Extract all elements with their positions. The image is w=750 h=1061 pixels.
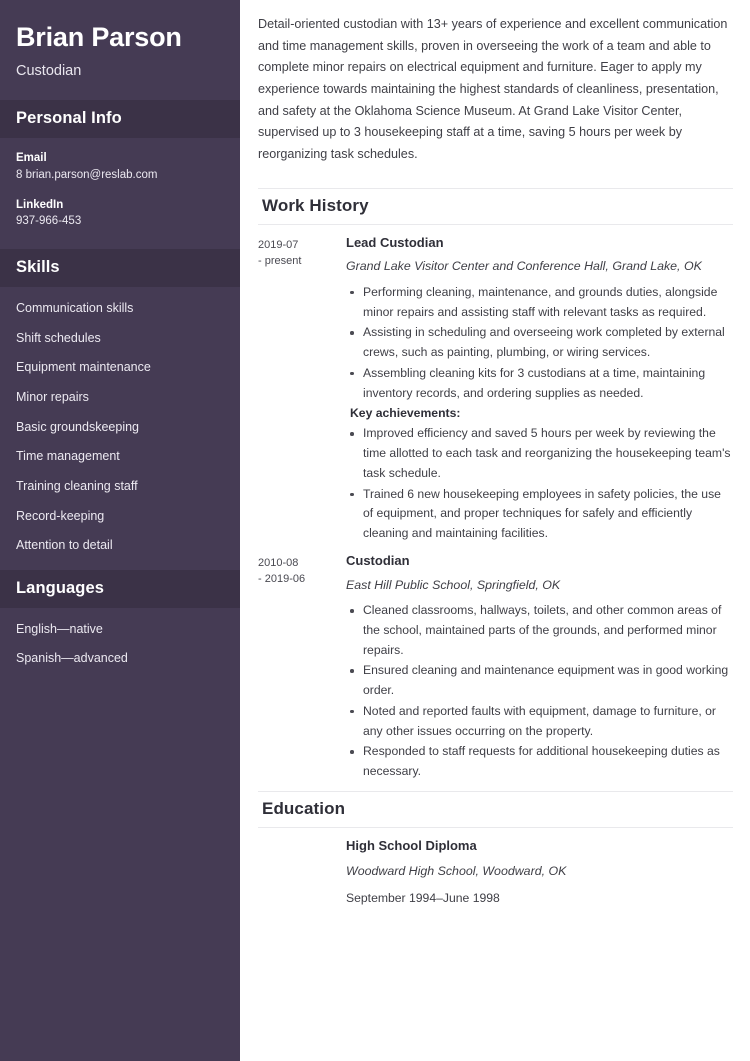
work-entry-date-start: 2019-07 <box>258 238 299 251</box>
list-item: Performing cleaning, maintenance, and grounds duties, alongside minor repairs and assisting staff with relevant tasks as required. <box>346 283 733 323</box>
education-entry-body <box>346 838 733 907</box>
section-education <box>258 791 733 907</box>
contact-label-linkedin: LinkedIn <box>16 198 64 211</box>
list-item: Trained 6 new housekeeping employees in safety policies, the use of equipment, and proper techniques for safely and efficiently cleaning and maintaining facilities. <box>346 485 733 544</box>
contact-label-email: Email <box>16 152 47 165</box>
key-achievements-label: Key achievements: <box>350 406 461 421</box>
list-item: Basic groundskeeping <box>16 419 139 434</box>
contact-entry-email <box>16 150 224 183</box>
list-item: Noted and reported faults with equipment, damage to furniture, or any other issues occurring on the property. <box>346 702 733 742</box>
languages-list <box>16 622 224 681</box>
list-item: Assisting in scheduling and overseeing work completed by external crews, such as painting, plumbing, or wiring services. <box>346 323 733 363</box>
work-entry-role: Custodian <box>346 552 410 568</box>
work-entry-dates <box>258 235 346 545</box>
work-entry-body <box>346 553 733 783</box>
list-item: English—native <box>16 621 103 636</box>
professional-summary: Detail-oriented custodian with 13+ years of experience and excellent communication and time management skills, proven in overseeing the work of a team and able to complete minor repairs on electrical equipment and furniture. Eager to apply my experience towards maintaining the highest standards of cleanliness, presentation, and safety at the Oklahoma Science Museum. At Grand Lake Visitor Center, supervised up to 3 housekeeping staff at a time, saving 5 hours per week by reorganizing task schedules. <box>258 17 728 161</box>
main-content <box>240 0 750 1061</box>
list-item: Equipment maintenance <box>16 360 151 375</box>
languages-section-body <box>0 608 240 683</box>
work-entry-duties <box>346 283 733 404</box>
skills-list <box>16 301 224 568</box>
work-entry-duties <box>346 601 733 782</box>
education-entry <box>258 838 733 907</box>
list-item: Attention to detail <box>16 538 113 553</box>
education-degree: High School Diploma <box>346 837 477 853</box>
work-entry-body <box>346 235 733 545</box>
work-entry-date-end: - 2019-06 <box>258 573 306 586</box>
work-entry-role: Lead Custodian <box>346 234 444 250</box>
list-item: Communication skills <box>16 301 134 316</box>
sidebar-heading-personal-info: Personal Info <box>0 100 240 138</box>
section-heading-work-history: Work History <box>258 188 733 225</box>
sidebar-heading-languages: Languages <box>0 570 240 608</box>
contact-value-email[interactable]: 8 brian.parson@reslab.com <box>16 169 158 182</box>
identity-block <box>0 0 240 100</box>
list-item: Shift schedules <box>16 330 101 345</box>
list-item: Cleaned classrooms, hallways, toilets, and other common areas of the school, maintained parts of the grounds, and performed minor repairs. <box>346 601 733 660</box>
contact-entry-linkedin <box>16 197 224 230</box>
sidebar-heading-skills: Skills <box>0 249 240 287</box>
list-item: Improved efficiency and saved 5 hours per week by reviewing the time allotted to each task and reorganizing the housekeeping team's task schedule. <box>346 424 733 483</box>
education-school: Woodward High School, Woodward, OK <box>346 863 567 878</box>
section-work-history <box>258 188 733 783</box>
list-item: Record-keeping <box>16 508 105 523</box>
section-heading-education: Education <box>258 791 733 828</box>
skills-section-body <box>0 287 240 570</box>
list-item: Spanish—advanced <box>16 651 128 666</box>
work-entry-organization: Grand Lake Visitor Center and Conference Hall, Grand Lake, OK <box>346 259 702 274</box>
list-item: Time management <box>16 449 120 464</box>
work-entry-date-start: 2010-08 <box>258 556 299 569</box>
list-item: Assembling cleaning kits for 3 custodians at a time, maintaining inventory records, and ordering supplies as needed. <box>346 364 733 404</box>
list-item: Ensured cleaning and maintenance equipment was in good working order. <box>346 661 733 701</box>
list-item: Minor repairs <box>16 390 89 404</box>
work-entry-organization: East Hill Public School, Springfield, OK <box>346 577 561 592</box>
candidate-name: Brian Parson <box>16 22 182 52</box>
work-entry <box>258 553 733 783</box>
list-item: Training cleaning staff <box>16 478 138 493</box>
sidebar <box>0 0 240 1061</box>
work-entry-achievements <box>346 424 733 544</box>
candidate-job-title: Custodian <box>16 63 82 80</box>
work-entry-dates <box>258 553 346 783</box>
work-entry <box>258 235 733 545</box>
education-dates-spacer <box>258 838 346 907</box>
education-dates: September 1994–June 1998 <box>346 891 500 906</box>
work-entry-date-end: - present <box>258 255 302 268</box>
contact-value-linkedin[interactable]: 937-966-453 <box>16 215 82 228</box>
personal-info-list <box>0 138 240 249</box>
list-item: Responded to staff requests for additional housekeeping duties as necessary. <box>346 742 733 782</box>
